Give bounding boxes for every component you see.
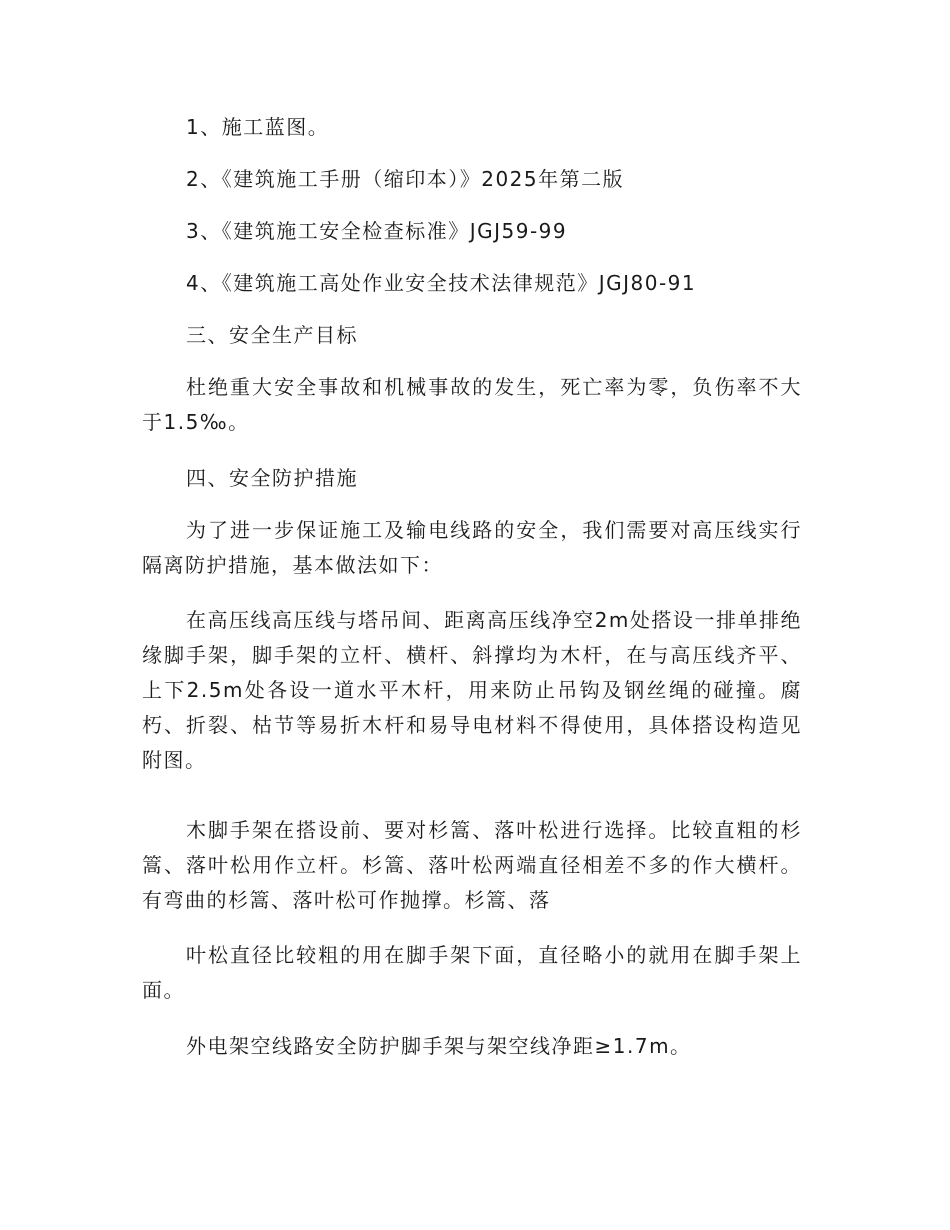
isolation-measures-paragraph: 为了进一步保证施工及输电线路的安全，我们需要对高压线实行隔离防护措施，基本做法如下： <box>142 518 802 577</box>
scaffold-setup-paragraph: 在高压线高压线与塔吊间、距离高压线净空2m处搭设一排单排绝缘脚手架，脚手架的立杆、横杆、斜撑均为木杆，在与高压线齐平、上下2.5m处各设一道水平木杆，用来防止吊钩及钢丝绳的碰撞。腐朽、折裂、枯节等易折木杆和易导电材料不得使用，具体搭设构造见附图。 <box>142 608 802 772</box>
reference-item-4: 4、《建筑施工高处作业安全技术法律规范》JGJ80-91 <box>186 271 697 295</box>
section-heading-protection-measures: 四、安全防护措施 <box>186 466 358 490</box>
reference-item-1: 1、施工蓝图。 <box>186 115 330 139</box>
clearance-distance-paragraph: 外电架空线路安全防护脚手架与架空线净距≥1.7m。 <box>186 1034 692 1058</box>
reference-item-3: 3、《建筑施工安全检查标准》JGJ59-99 <box>186 219 568 243</box>
reference-item-2: 2、《建筑施工手册（缩印本）》2025年第二版 <box>186 167 625 191</box>
section-heading-safety-goal: 三、安全生产目标 <box>186 323 358 347</box>
safety-goal-paragraph: 杜绝重大安全事故和机械事故的发生，死亡率为零，负伤率不大于1.5‰。 <box>142 375 802 434</box>
timber-selection-paragraph: 木脚手架在搭设前、要对杉篙、落叶松进行选择。比较直粗的杉篙、落叶松用作立杆。杉篙、落叶松两端直径相差不多的作大横杆。有弯曲的杉篙、落叶松可作抛撑。杉篙、落 <box>142 818 802 912</box>
timber-placement-paragraph: 叶松直径比较粗的用在脚手架下面，直径略小的就用在脚手架上面。 <box>142 943 802 1002</box>
